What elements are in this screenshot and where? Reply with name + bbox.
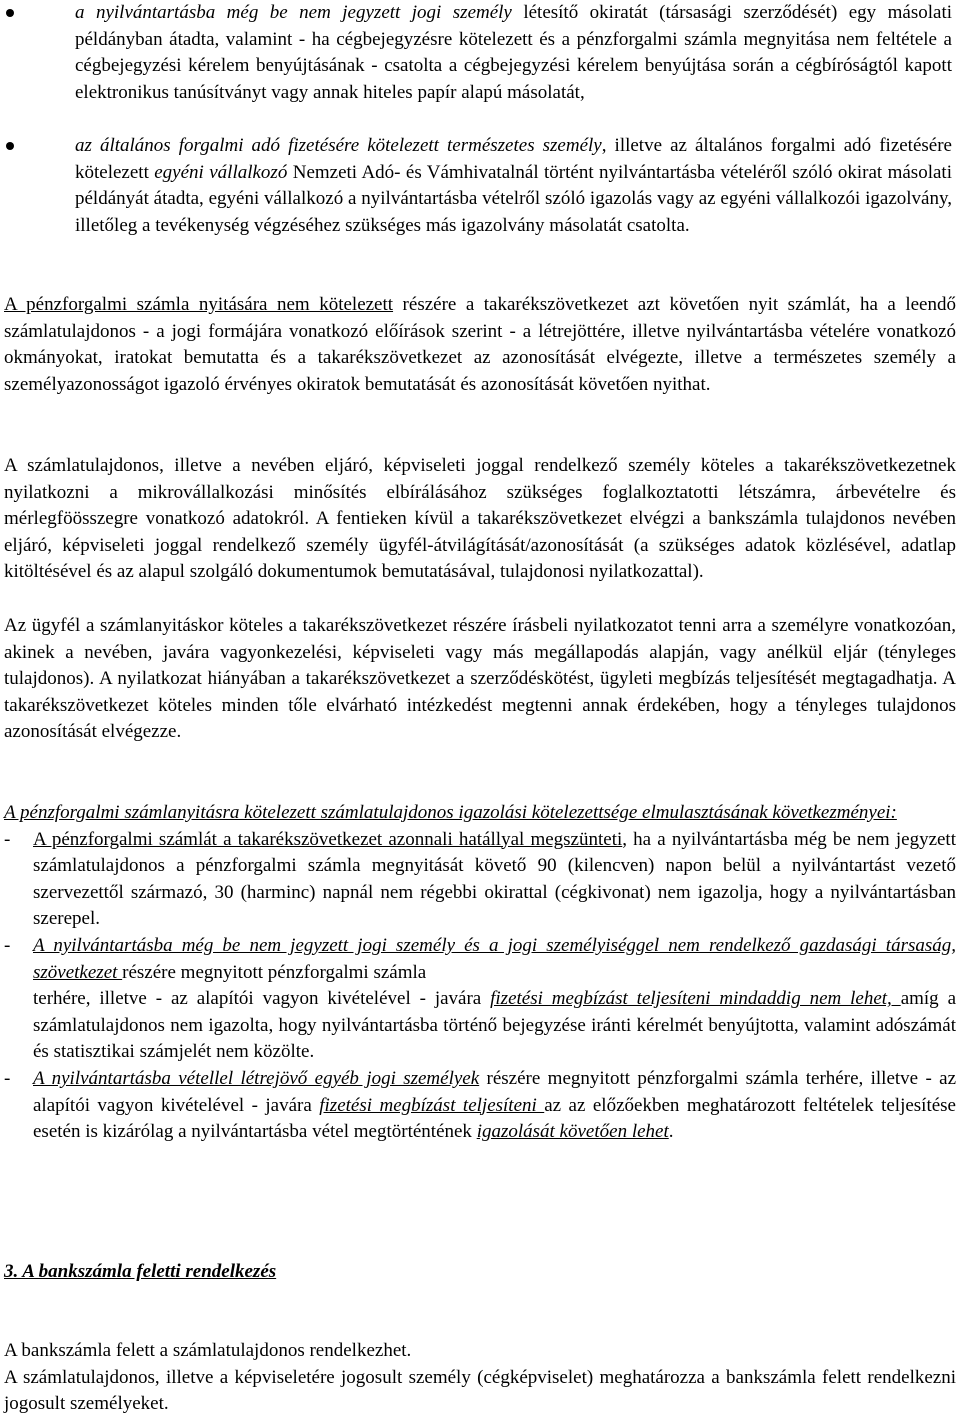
bullet-text: a nyilvántartásba még be nem jegyzett jogi személy létesítő okiratát (társasági szerződését) egy másolati példányban átadta, valamint - ha cégbejegyzésre kötelezett és a pénzforgalmi számla megnyitása nem feltétele a cégbejegyzési kérelem benyújtásának - csatolta a cégbejegyzési kérelem benyújtása során a cégbíróságtól kapott elektronikus tanúsítványt vagy annak hiteles papír alapú másolatát, xyxy=(75,2,953,103)
underlined-phrase: A nyilvántartásba még be nem jegyzett jogi személy és a jogi személyiséggel nem rendelkező gazdasági társaság, szövetkezet xyxy=(33,934,956,983)
consequence-item-termination: - A pénzforgalmi számlát a takarékszövetkezet azonnali hatállyal megszünteti, ha a nyilvántartásba még be nem jegyzett számlatulajdonos a pénzforgalmi számla megnyitását követő 90 (kilencven) napon belül a nyilvántartást vezető szervezettől származó, 30 (harminc) napnál nem régebbi okirattal (cégkivonat) nem igazolja, hogy a nyilvántartásban szerepel. xyxy=(4,828,956,930)
consequence-item-unregistered-entity: - A nyilvántartásba még be nem jegyzett jogi személy és a jogi személyiséggel nem rendelkező gazdasági társaság, szövetkezet részére megnyitott pénzforgalmi számla terhére, illetve - az alapítói vagyon kivételével - javára fizetési megbízást teljesíteni mindaddig nem lehet, amíg a számlatulajdonos nem igazolta, hogy nyilvántartásba történő bejegyzése iránti kérelmét benyújtotta, valamint adószámát és statisztikai számjelét nem közölte. xyxy=(4,934,956,1063)
underlined-phrase: A nyilvántartásba vétellel létrejövő egyéb jogi személyek xyxy=(33,1067,480,1089)
dash-marker: - xyxy=(4,934,11,956)
section-3-paragraph-2: A számlatulajdonos, illetve a képviseletére jogosult személy (cégképviselet) meghatározza a bankszámla felett rendelkezni jogosult személyeket. xyxy=(4,1366,956,1415)
italic-phrase: a nyilvántartásba még be nem jegyzett jogi személy xyxy=(75,2,512,23)
italic-phrase: egyéni vállalkozó xyxy=(154,161,288,183)
consequences-section xyxy=(4,800,956,1146)
underlined-phrase: fizetési megbízást teljesíteni mindaddig nem lehet, xyxy=(490,988,901,1010)
bullet-icon xyxy=(6,142,14,150)
paragraph-account-holder-declaration: A számlatulajdonos, illetve a nevében eljáró, képviseleti joggal rendelkező személy köteles a takarékszövetkezetnek nyilatkozni a mikrovállalkozási minősítés elbírálásához szükséges foglalkoztatotti létszámra, árbevételre és mérlegföösszegre vonatkozó adatokról. A fentieken kívül a takarékszövetkezet elvégzi a bankszámla tulajdonos nevében eljáró, képviseleti joggal rendelkező személy ügyfél-átvilágítását/azonosítását (a szükséges adatok közlésével, adatlap kitöltésével és az alapul szolgáló dokumentumok bemutatásával, tulajdonosi nyilatkozattal). xyxy=(4,455,956,583)
paragraph-beneficial-owner: Az ügyfél a számlanyitáskor köteles a takarékszövetkezet részére írásbeli nyilatkozatot tenni arra a személyre vonatkozóan, akinek a nevében, javára vagyonkezelési, képviseleti vagy más megállapodás alapján, vagy anélkül eljár (tényleges tulajdonos). A nyilatkozat hiányában a takarékszövetkezet a szerződéskötést, ügyleti megbízás teljesítését megtagadhatja. A takarékszövetkezet köteles minden tőle elvárható intézkedést megtenni annak érdekében, hogy a tényleges tulajdonos azonosítását elvégezze. xyxy=(4,615,956,743)
bullet-item-legal-entity xyxy=(0,0,952,106)
underlined-phrase: A pénzforgalmi számlát a takarékszövetkezet azonnali hatállyal megszünteti xyxy=(33,828,623,850)
bullet-text: az általános forgalmi adó fizetésére kötelezett természetes személy, illetve az általános forgalmi adó fizetésére kötelezett egyéni vállalkozó Nemzeti Adó- és Vámhivatalnál történt nyilvántartásba vételéről szóló okirat másolati példányát átadta, egyéni vállalkozó a nyilvántartásba vételről szóló igazolás vagy az egyéni vállalkozói igazolvány, illetőleg a tevékenység végzéséhez szükséges más igazolvány másolatát csatolta. xyxy=(75,135,952,236)
consequence-item-other-legal-entities: - A nyilvántartásba vétellel létrejövő egyéb jogi személyek részére megnyitott pénzforgalmi számla terhére, illetve - az alapítói vagyon kivételével - javára fizetési megbízást teljesíteni az az előzőekben meghatározott feltételek teljesítése esetén is kizárólag a nyilvántartásba vétel megtörténtének igazolását követően lehet. xyxy=(4,1067,957,1143)
paragraph-account-opening: A pénzforgalmi számla nyitására nem kötelezett részére a takarékszövetkezet azt követően nyit számlát, ha a leendő számlatulajdonos - a jogi formájára vonatkozó előírások szerint - a létrejöttére, illetve nyilvántartásba vételére vonatkozó okmányokat, iratokat bemutatta és a takarékszövetkezet az azonosítását elvégezte, illetve a természetes személy a személyazonosságot igazoló érvényes okiratok bemutatását és azonosítását követően nyithat. xyxy=(4,294,956,395)
section-3-heading: 3. A bankszámla feletti rendelkezés xyxy=(4,1261,277,1282)
bullet-icon xyxy=(6,9,14,17)
dash-marker: - xyxy=(4,828,11,850)
dash-marker: - xyxy=(4,1067,11,1089)
underlined-phrase: igazolását követően lehet xyxy=(476,1121,669,1143)
bullet-item-vat-person xyxy=(0,133,952,239)
consequences-heading: A pénzforgalmi számlanyitásra kötelezett számlatulajdonos igazolási kötelezettsége elmulasztásának következményei: xyxy=(4,802,897,823)
section-3 xyxy=(4,1259,956,1286)
underlined-phrase: A pénzforgalmi számla nyitására nem kötelezett xyxy=(4,294,394,315)
underlined-phrase: fizetési megbízást teljesíteni xyxy=(319,1094,545,1116)
section-3-body xyxy=(4,1338,956,1418)
section-3-paragraph-1: A bankszámla felett a számlatulajdonos rendelkezhet. xyxy=(4,1340,412,1361)
italic-phrase: az általános forgalmi adó fizetésére kötelezett természetes személy xyxy=(75,135,602,156)
